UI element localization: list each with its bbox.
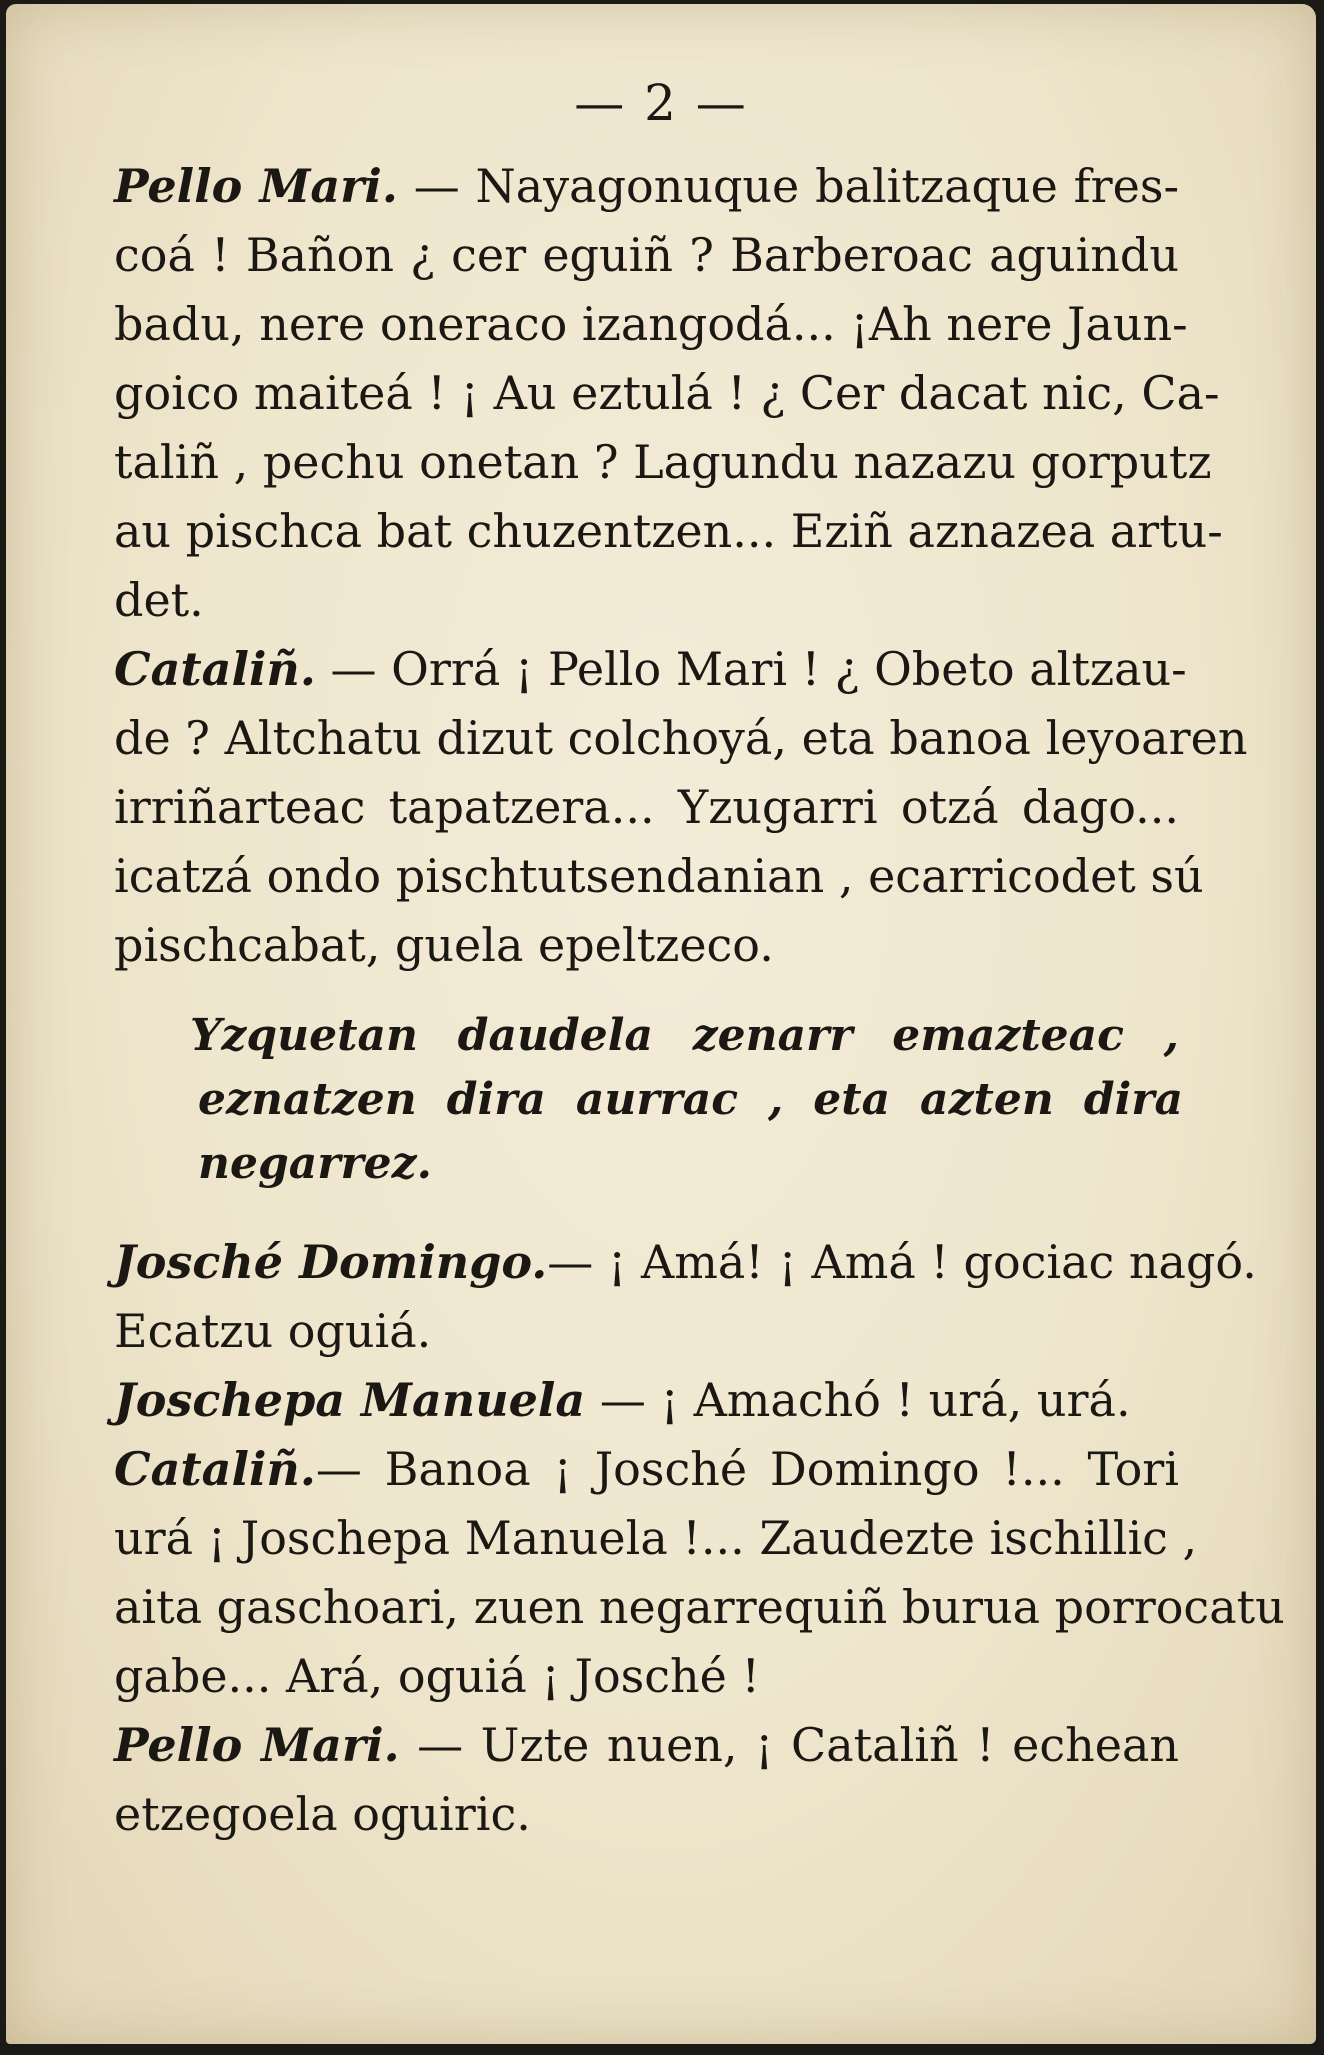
text-line — [114, 359, 1220, 428]
text-line — [114, 1435, 1179, 1504]
line-text: irriñarteac tapatzera... Yzugarri otzá dago... — [114, 780, 1179, 834]
text-line — [114, 1366, 1179, 1435]
text-line — [114, 1711, 1179, 1780]
line-text: au pischca bat chuzentzen... Eziñ aznazea artu- — [114, 504, 1223, 558]
text-line — [114, 704, 1248, 773]
speaker-name: Cataliñ. — [114, 1442, 316, 1496]
speaker-name: Josché Domingo. — [114, 1235, 548, 1289]
line-text: etzegoela oguiric. — [114, 1787, 531, 1841]
line-text: — Orrá ¡ Pello Mari ! ¿ Obeto altzau- — [315, 642, 1187, 696]
line-text: Ecatzu oguiá. — [114, 1304, 432, 1358]
text-line — [114, 773, 1179, 842]
line-text: pischcabat, guela epeltzeco. — [114, 918, 774, 972]
line-text: — ¡ Amachó ! urá, urá. — [585, 1373, 1131, 1427]
text-line — [114, 1642, 1179, 1711]
text-line — [114, 1780, 1179, 1849]
line-text: — Nayagonuque balitzaque fres- — [397, 159, 1180, 213]
speaker-name: Joschepa Manuela — [114, 1373, 586, 1427]
line-text: coá ! Bañon ¿ cer eguiñ ? Barberoac aguindu — [114, 228, 1179, 282]
line-text: gabe... Ará, oguiá ¡ Josché ! — [114, 1649, 760, 1703]
line-text: — Uzte nuen, ¡ Cataliñ ! echean — [399, 1718, 1179, 1772]
line-text: — Banoa ¡ Josché Domingo !... Tori — [315, 1442, 1179, 1496]
text-line — [114, 221, 1179, 290]
text-line — [114, 497, 1223, 566]
line-text: badu, nere oneraco izangodá... ¡Ah nere Jaun- — [114, 297, 1188, 351]
line-text: icatzá ondo pischtutsendanian , ecarricodet sú — [114, 849, 1204, 903]
text-line — [114, 1228, 1257, 1297]
text-line — [114, 1504, 1198, 1573]
text-line — [114, 1573, 1285, 1642]
line-text: aita gaschoari, zuen negarrequiñ burua porrocatu — [114, 1580, 1285, 1634]
line-text: de ? Altchatu dizut colchoyá, eta banoa leyoaren — [114, 711, 1248, 765]
text-line — [114, 428, 1212, 497]
text-block — [114, 152, 1285, 1849]
text-line — [114, 842, 1204, 911]
line-text: taliñ , pechu onetan ? Lagundu nazazu gorputz — [114, 435, 1212, 489]
text-line — [114, 911, 1179, 980]
stage-direction-line: Yzquetan daudela zenarr emazteac , — [190, 1010, 1179, 1061]
text-line — [114, 635, 1187, 704]
text-line — [114, 566, 1179, 635]
stage-direction-line: negarrez. — [198, 1138, 432, 1189]
speaker-name: Cataliñ. — [114, 642, 316, 696]
speaker-name: Pello Mari. — [114, 159, 398, 213]
line-text: urá ¡ Joschepa Manuela !... Zaudezte ischillic , — [114, 1511, 1198, 1565]
book-page — [6, 4, 1316, 2044]
page-number: — 2 — — [574, 74, 748, 132]
speaker-name: Pello Mari. — [114, 1718, 400, 1772]
text-line — [114, 290, 1188, 359]
line-text: — ¡ Amá! ¡ Amá ! gociac nagó. — [547, 1235, 1257, 1289]
stage-direction-line: eznatzen dira aurrac , eta azten dira — [198, 1074, 1183, 1125]
text-line — [114, 152, 1179, 221]
text-line — [114, 1297, 1179, 1366]
line-text: goico maiteá ! ¡ Au eztulá ! ¿ Cer dacat nic, Ca- — [114, 366, 1220, 420]
line-text: det. — [114, 573, 204, 627]
